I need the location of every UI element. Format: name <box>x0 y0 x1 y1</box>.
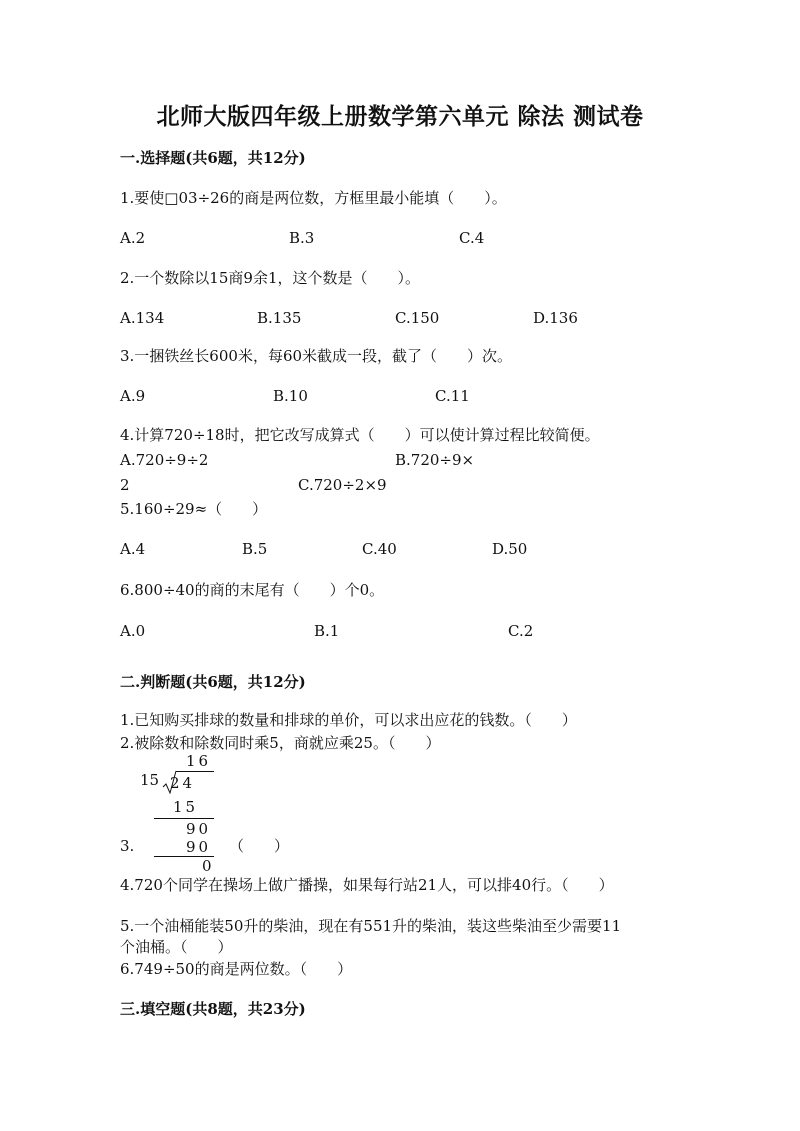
tf-question-3-answer-blank: （ ） <box>229 837 290 855</box>
mc-q4-option-b-continued: 2 <box>120 476 130 494</box>
section-heading-fill-in: 三.填空题(共8题，共23分) <box>120 1000 306 1018</box>
mc-q5-option-d: D.50 <box>492 540 528 558</box>
mc-q5-option-a: A.4 <box>120 540 146 558</box>
section-heading-true-false: 二.判断题(共6题，共12分) <box>120 673 306 691</box>
mc-q4-option-b: B.720÷9× <box>395 451 475 469</box>
first-remainder: 90 <box>186 820 212 838</box>
dividend: 24 <box>170 774 196 792</box>
mc-q4-option-c: C.720÷2×9 <box>298 476 387 494</box>
mc-q1-option-a: A.2 <box>120 229 146 247</box>
mc-q2-option-b: B.135 <box>257 309 302 327</box>
mc-question-2: 2.一个数除以15商9余1，这个数是（ ）。 <box>120 269 420 287</box>
mc-q3-option-c: C.11 <box>435 387 470 405</box>
mc-q5-option-b: B.5 <box>242 540 268 558</box>
second-subtraction: 90 <box>186 838 212 856</box>
mc-q2-option-d: D.136 <box>533 309 578 327</box>
tf-question-4: 4.720个同学在操场上做广播操，如果每行站21人，可以排40行。（ ） <box>120 876 614 894</box>
mc-q4-option-a: A.720÷9÷2 <box>120 451 209 469</box>
division-bar <box>176 771 214 772</box>
mc-question-6: 6.800÷40的商的末尾有（ ）个0。 <box>120 581 385 599</box>
mc-q3-option-b: B.10 <box>273 387 308 405</box>
mc-q2-option-a: A.134 <box>120 309 165 327</box>
mc-q2-option-c: C.150 <box>395 309 440 327</box>
mc-q1-option-b: B.3 <box>289 229 315 247</box>
mc-question-5: 5.160÷29≈（ ） <box>120 500 268 518</box>
tf-question-3-number: 3. <box>120 837 135 855</box>
section-heading-choice: 一.选择题(共6题，共12分) <box>120 149 306 167</box>
subtraction-line-1 <box>154 818 214 819</box>
tf-question-6: 6.749÷50的商是两位数。（ ） <box>120 960 353 978</box>
mc-q6-option-c: C.2 <box>508 622 534 640</box>
quotient: 16 <box>186 752 212 770</box>
mc-question-1: 1.要使□03÷26的商是两位数，方框里最小能填（ ）。 <box>120 189 507 207</box>
mc-q6-option-b: B.1 <box>314 622 340 640</box>
mc-question-4: 4.计算720÷18时，把它改写成算式（ ）可以使计算过程比较简便。 <box>120 426 600 444</box>
long-division-figure <box>140 752 230 875</box>
mc-q1-option-c: C.4 <box>459 229 485 247</box>
tf-question-2: 2.被除数和除数同时乘5，商就应乘25。（ ） <box>120 734 441 752</box>
tf-question-1: 1.已知购买排球的数量和排球的单价，可以求出应花的钱数。（ ） <box>120 711 577 729</box>
mc-q6-option-a: A.0 <box>120 622 146 640</box>
page-title: 北师大版四年级上册数学第六单元 除法 测试卷 <box>156 103 644 130</box>
final-remainder: 0 <box>202 857 215 875</box>
mc-q5-option-c: C.40 <box>362 540 397 558</box>
divisor: 15 <box>140 771 160 789</box>
tf-question-5-line-1: 5.一个油桶能装50升的柴油，现在有551升的柴油，装这些柴油至少需要11 <box>120 917 622 935</box>
mc-q3-option-a: A.9 <box>120 387 146 405</box>
tf-question-5-line-2: 个油桶。（ ） <box>120 938 233 956</box>
mc-question-3: 3.一捆铁丝长600米，每60米截成一段，截了（ ）次。 <box>120 347 513 365</box>
first-subtraction: 15 <box>173 798 199 816</box>
